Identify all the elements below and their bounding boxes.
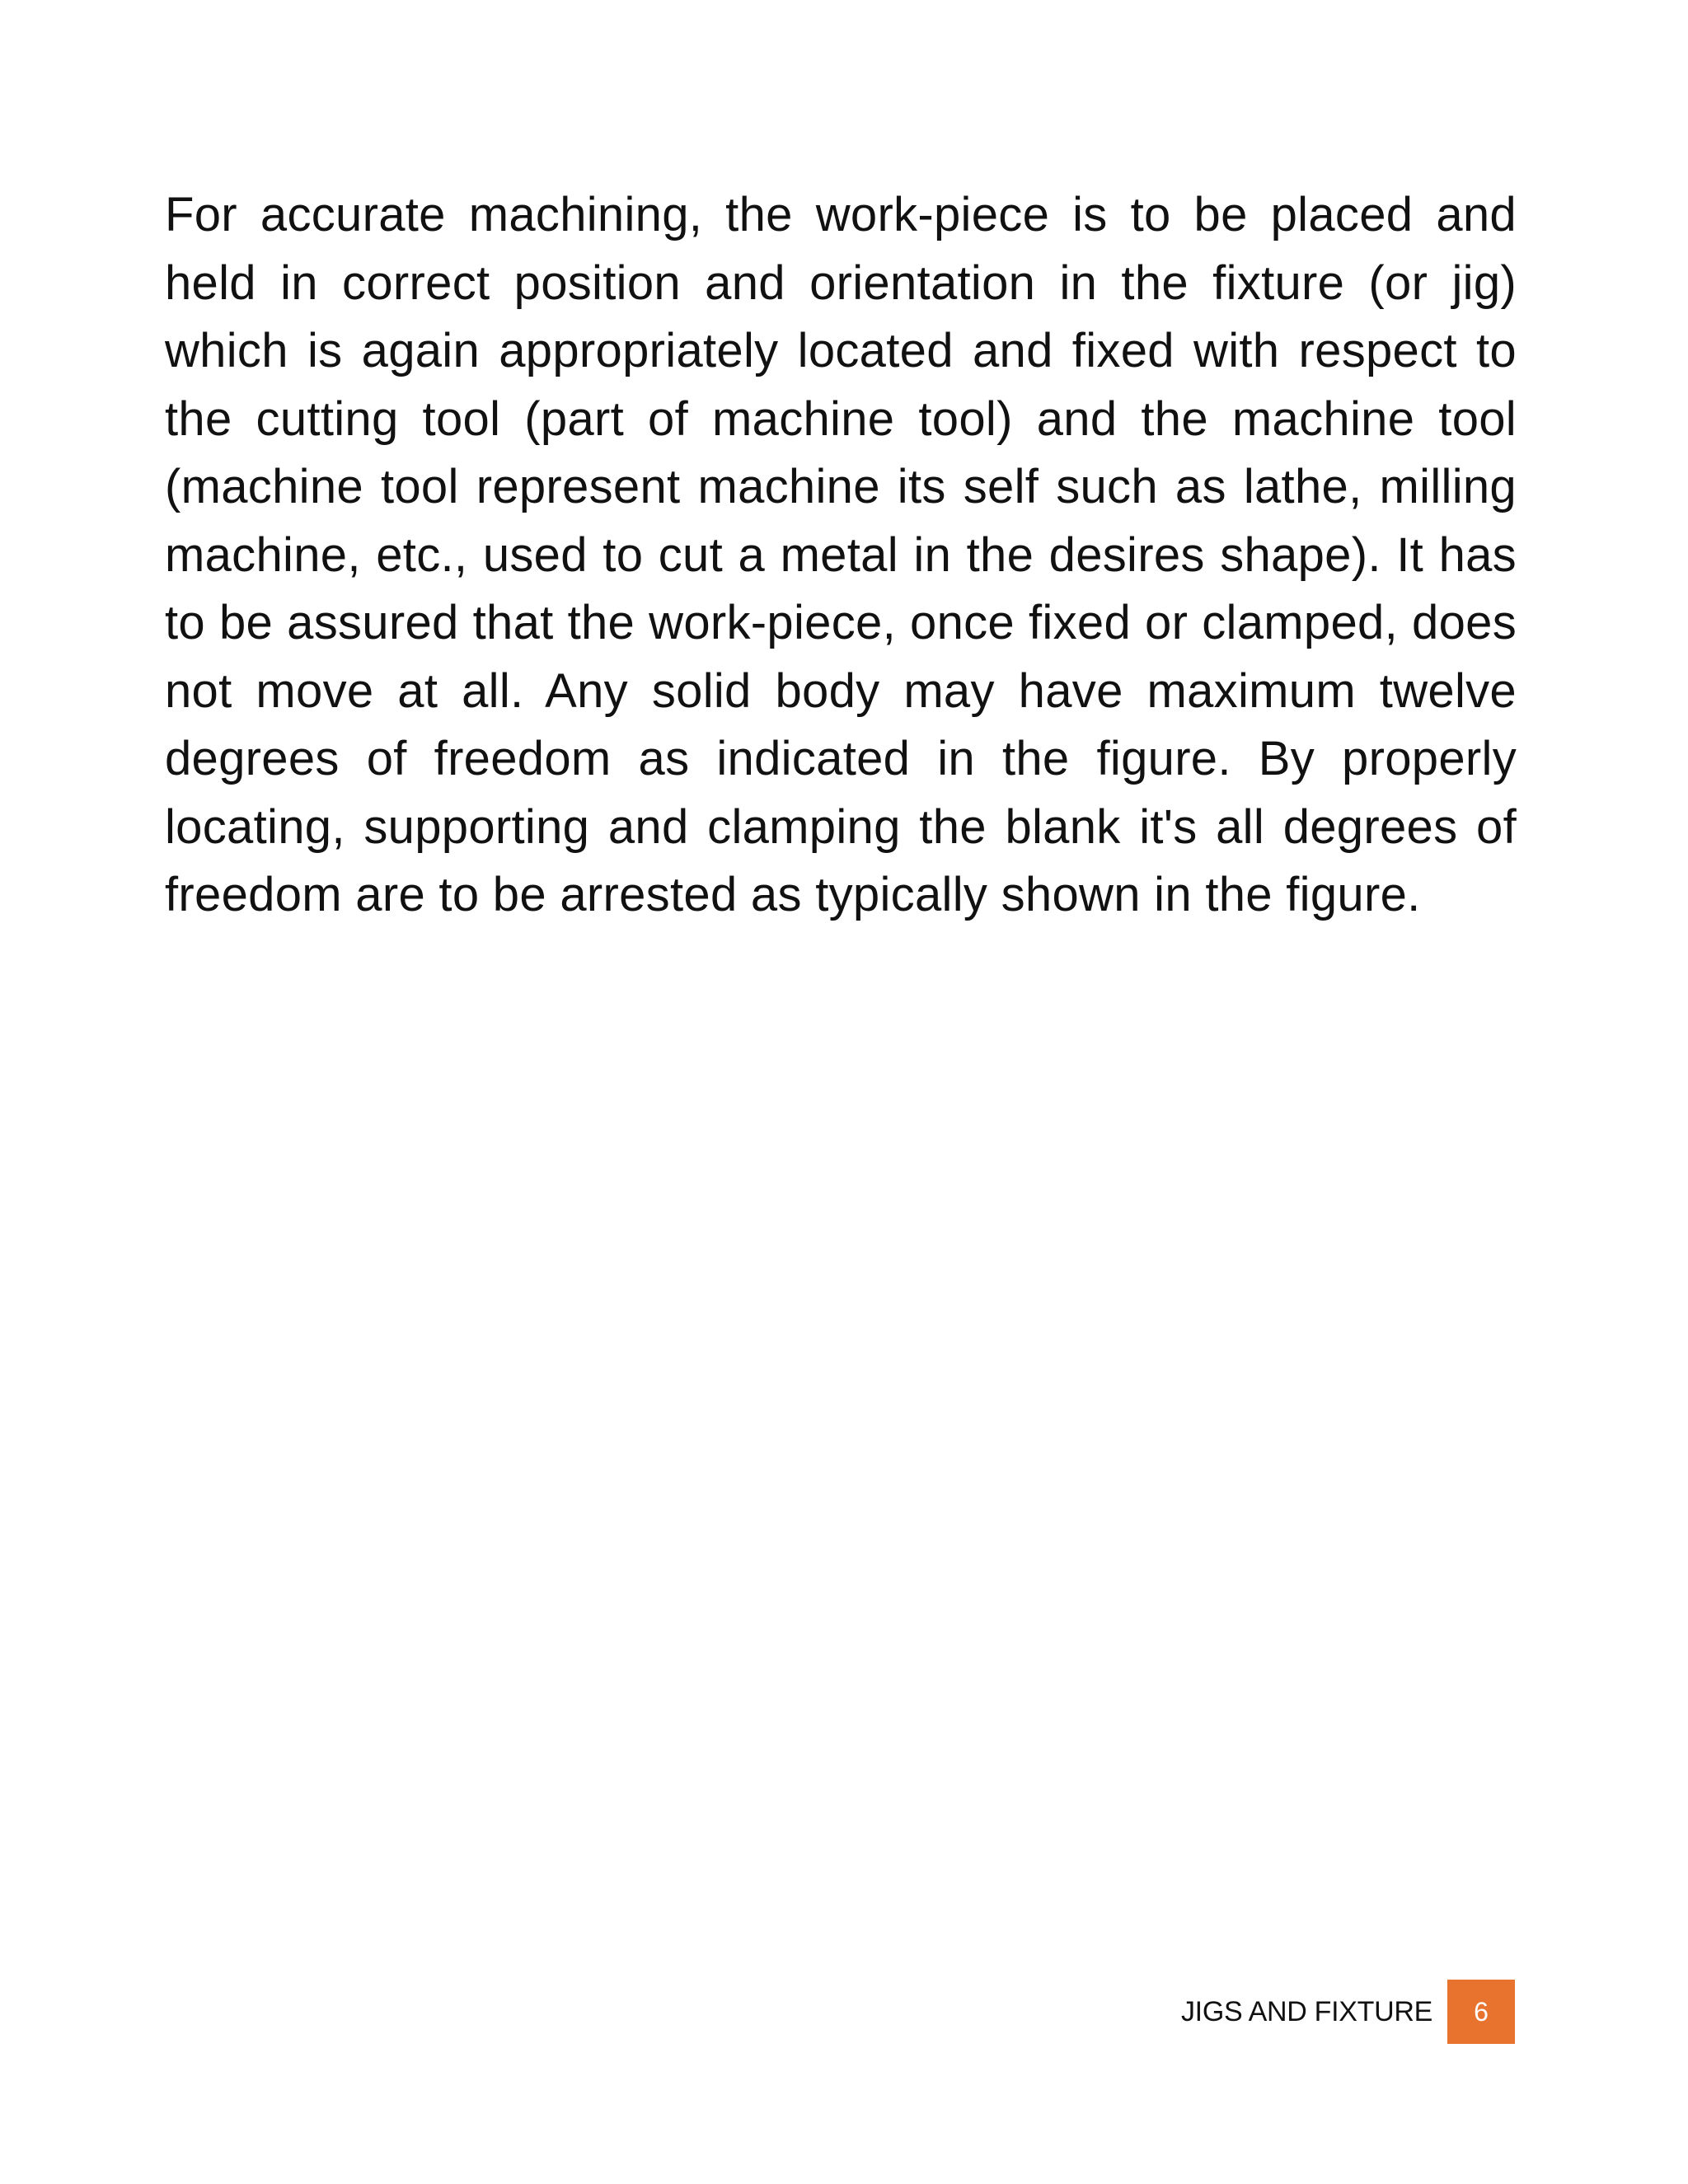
body-paragraph: For accurate machining, the work-piece is to be placed and held in correct position and orientation in the fixture (or jig) which is again appropriately located and fixed with respect to the cutting tool (part of machine tool) and the machine tool (machine tool represent machine its self such as lathe, milling machine, etc., used to cut a metal in the desires shape). It has to be assured that the work-piece, once fixed or clamped, does not move at all. Any solid body may have maximum twelve degrees of freedom as indicated in the figure. By properly locating, supporting and clamping the blank it's all degrees of freedom are to be arrested as typically shown in the figure. (165, 188, 1517, 921)
footer-title: JIGS AND FIXTURE (1180, 1995, 1432, 2027)
page-number-badge: 6 (1447, 1980, 1515, 2044)
page-footer (1181, 1980, 1515, 2044)
